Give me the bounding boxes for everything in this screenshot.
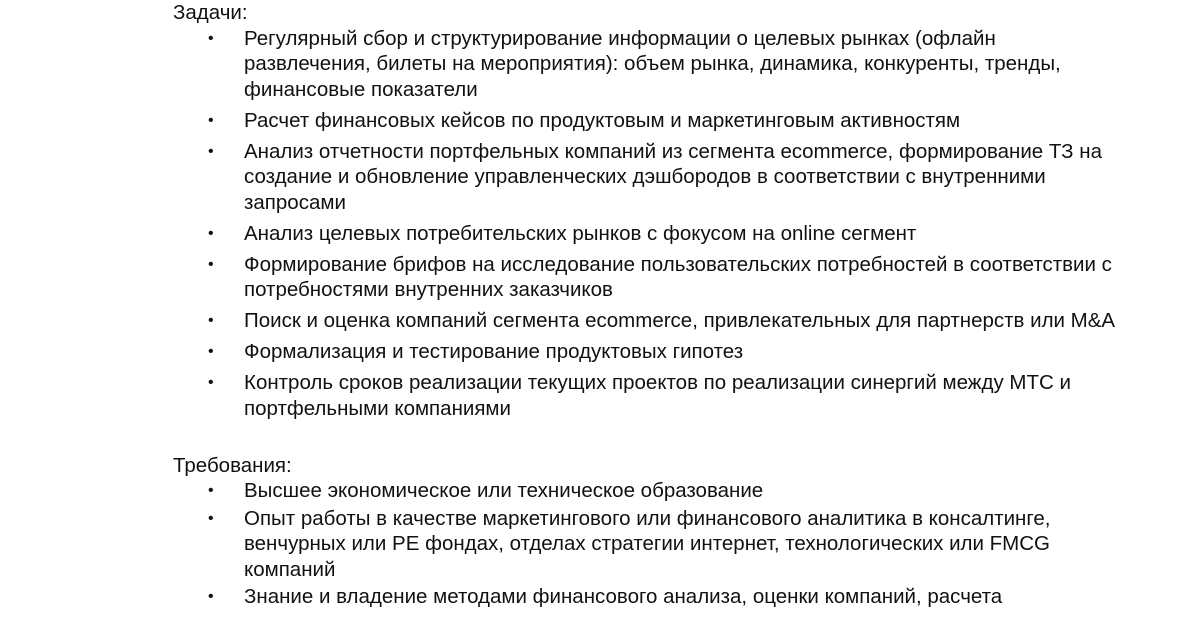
list-item	[173, 478, 1124, 504]
bullet-icon: •	[208, 374, 214, 391]
bullet-icon: •	[208, 111, 214, 129]
document-body	[173, 0, 1133, 612]
bullet-icon: •	[208, 224, 214, 242]
list-item	[173, 252, 1124, 303]
requirements-list	[173, 478, 1133, 610]
list-item	[173, 584, 1124, 610]
list-item	[173, 370, 1124, 421]
list-item-text: Знание и владение методами финансового анализа, оценки компаний, расчета	[244, 585, 1003, 608]
tasks-list	[173, 26, 1133, 422]
list-item	[173, 506, 1124, 583]
list-item-text: Контроль сроков реализации текущих проектов по реализации синергий между МТС и портфельными компаниями	[244, 371, 1071, 420]
bullet-icon: •	[208, 29, 214, 47]
list-item-text: Высшее экономическое или техническое образование	[244, 479, 764, 502]
bullet-icon: •	[208, 312, 214, 329]
tasks-heading: Задачи:	[173, 1, 248, 24]
list-item	[173, 26, 1124, 103]
bullet-icon: •	[208, 588, 214, 605]
list-item-text: Регулярный сбор и структурирование информации о целевых рынках (офлайн развлечения, билеты на мероприятия): объем рынка, динамика, конкуренты, тренды, финансовые показатели	[244, 26, 1061, 101]
list-item-text: Расчет финансовых кейсов по продуктовым и маркетинговым активностям	[244, 108, 961, 132]
requirements-heading: Требования:	[173, 453, 292, 477]
list-item	[173, 308, 1124, 334]
list-item-text: Поиск и оценка компаний сегмента ecommerce, привлекательных для партнерств или M&A	[244, 309, 1116, 332]
list-item	[173, 108, 1124, 134]
list-item-text: Формализация и тестирование продуктовых гипотез	[244, 340, 744, 363]
bullet-icon: •	[208, 142, 214, 160]
list-item	[173, 339, 1124, 365]
bullet-icon: •	[208, 509, 214, 527]
list-item-text: Анализ целевых потребительских рынков с фокусом на online сегмент	[244, 221, 917, 245]
bullet-icon: •	[208, 482, 214, 499]
bullet-icon: •	[208, 255, 214, 273]
section-spacer	[173, 427, 1133, 453]
list-item	[173, 139, 1124, 216]
list-item-text: Формирование брифов на исследование пользовательских потребностей в соответствии с потребностями внутренних заказчиков	[244, 252, 1112, 301]
bullet-icon: •	[208, 343, 214, 360]
list-item-text: Опыт работы в качестве маркетингового или финансового аналитика в консалтинге, венчурных или PE фондах, отделах стратегии интернет, технологических или FMCG компаний	[244, 506, 1051, 581]
list-item	[173, 221, 1124, 247]
list-item-text: Анализ отчетности портфельных компаний из сегмента ecommerce, формирование ТЗ на создание и обновление управленческих дэшбородов в соответствии с внутренними запросами	[244, 139, 1102, 214]
